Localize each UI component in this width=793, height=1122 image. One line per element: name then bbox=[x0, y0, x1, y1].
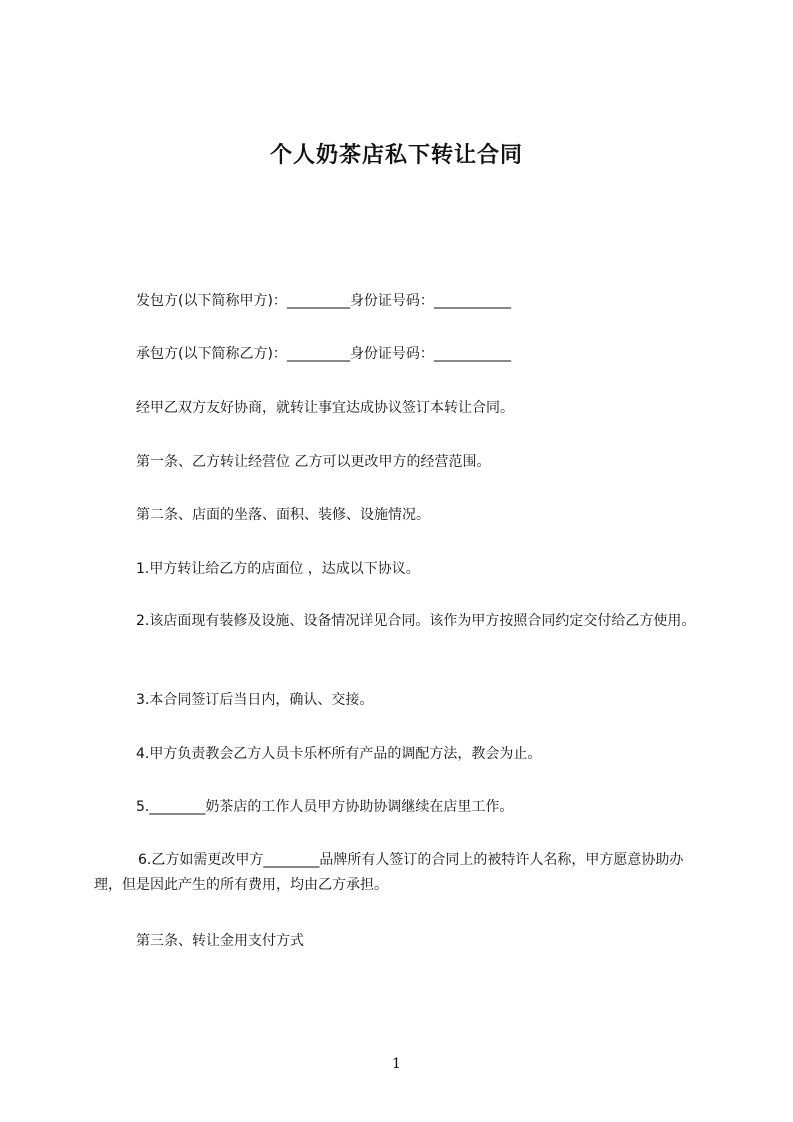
page-number: 1 bbox=[392, 1056, 401, 1072]
party-a-label: 发包方(以下简称甲方)： bbox=[136, 293, 287, 309]
document-title: 个人奶茶店私下转让合同 bbox=[269, 143, 523, 168]
article-3: 第三条、转让金用支付方式 bbox=[136, 933, 304, 949]
party-b-name-blank: _________ bbox=[286, 346, 350, 362]
party-a-line bbox=[136, 289, 703, 314]
article-2-item-3: 3.本合同签订后当日内，确认、交接。 bbox=[136, 692, 374, 708]
article-2-item-6: 6.乙方如需更改甲方________品牌所有人签订的合同上的被特许人名称，甲方愿意协助办理，但是因此产生的所有费用，均由乙方承担。 bbox=[94, 852, 684, 893]
article-2-item-2: 2.该店面现有装修及设施、设备情况详见合同。该作为甲方按照合同约定交付给乙方使用。 bbox=[136, 613, 696, 629]
party-a-id-blank: ___________ bbox=[433, 293, 511, 309]
article-1: 第一条、乙方转让经营位 乙方可以更改甲方的经营范围。 bbox=[136, 454, 491, 470]
article-2: 第二条、店面的坐落、面积、装修、设施情况。 bbox=[136, 507, 430, 523]
article-2-item-5: 5.________奶茶店的工作人员甲方协助协调继续在店里工作。 bbox=[136, 799, 514, 815]
party-b-line bbox=[136, 342, 703, 367]
party-a-id-label: 身份证号码： bbox=[349, 293, 434, 309]
party-b-id-label: 身份证号码： bbox=[349, 346, 434, 362]
party-b-id-blank: ___________ bbox=[433, 346, 511, 362]
preamble-paragraph: 经甲乙双方友好协商，就转让事宜达成协议签订本转让合同。 bbox=[136, 400, 514, 416]
party-b-label: 承包方(以下简称乙方)： bbox=[136, 346, 287, 362]
article-2-item-1: 1.甲方转让给乙方的店面位 ，达成以下协议。 bbox=[136, 561, 420, 577]
article-2-item-4: 4.甲方负责教会乙方人员卡乐杯所有产品的调配方法，教会为止。 bbox=[136, 746, 542, 762]
party-a-name-blank: _________ bbox=[286, 293, 350, 309]
